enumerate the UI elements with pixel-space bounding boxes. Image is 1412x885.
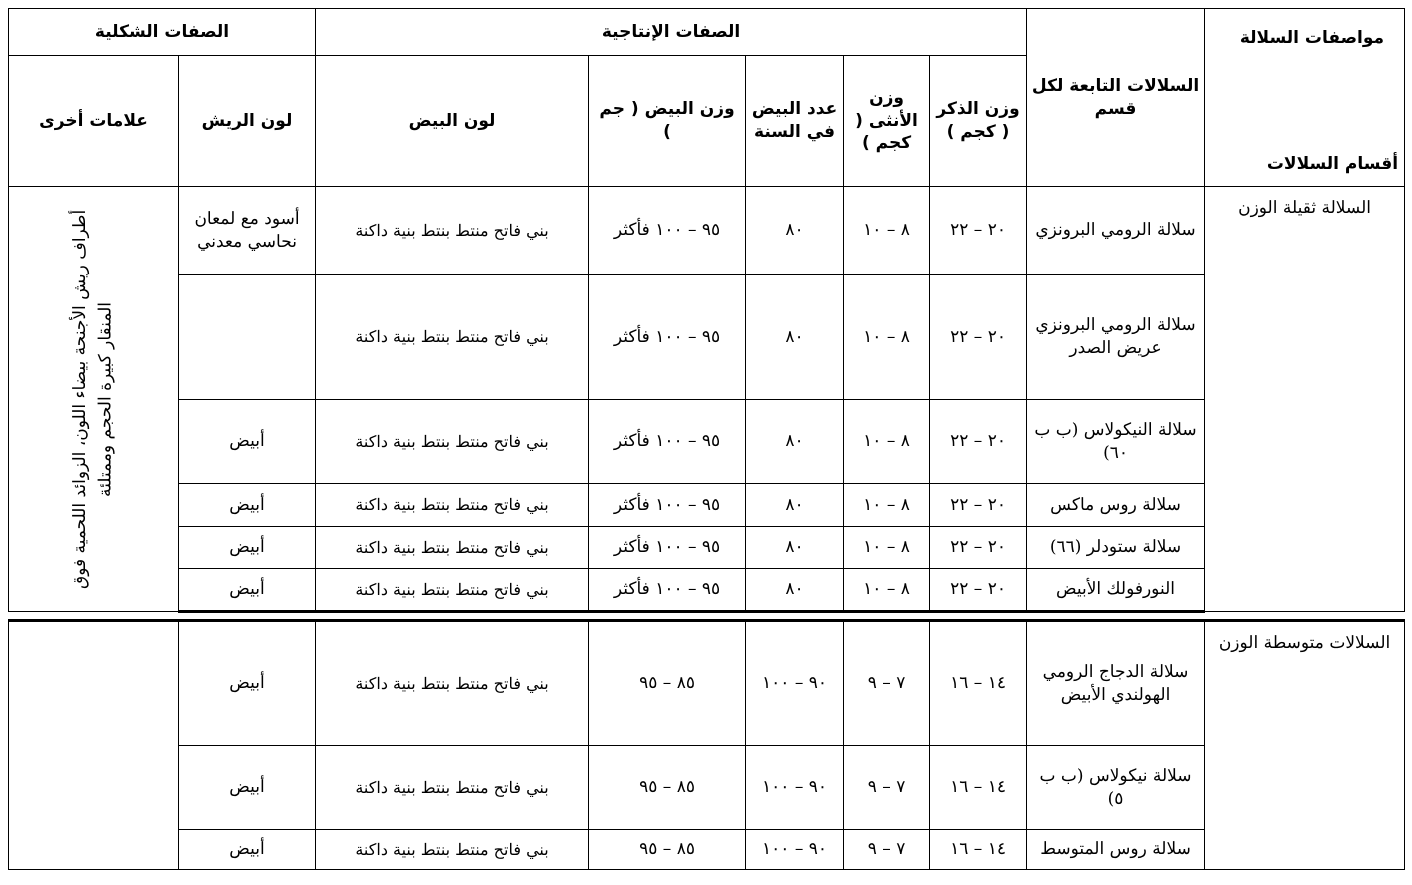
egg-color: بني فاتح منتط بنتط بنية داكنة xyxy=(316,830,589,870)
egg-count: ٩٠ – ١٠٠ xyxy=(746,830,844,870)
breed-name: سلالة الرومي البرونزي عريض الصدر xyxy=(1027,275,1205,400)
egg-count: ٨٠ xyxy=(746,275,844,400)
corner-top-label: مواصفات السلالة xyxy=(1239,28,1385,48)
egg-weight: ٩٥ – ١٠٠ فأكثر xyxy=(589,484,746,527)
turkey-breeds-table xyxy=(8,8,1405,870)
corner-bottom-label: أقسام السلالات xyxy=(1266,154,1399,175)
feather-color xyxy=(179,275,316,400)
section-divider xyxy=(9,612,1405,621)
feather-color: أبيض xyxy=(179,569,316,612)
male-weight: ٢٠ – ٢٢ xyxy=(930,484,1027,527)
female-weight-header: وزن الأنثى ( كجم ) xyxy=(844,56,930,187)
breed-name: سلالة الرومي البرونزي xyxy=(1027,187,1205,275)
breed-name: سلالة نيكولاس (ب ب ٥) xyxy=(1027,746,1205,830)
male-weight: ١٤ – ١٦ xyxy=(930,830,1027,870)
egg-count: ٨٠ xyxy=(746,569,844,612)
category-heavy: السلالة ثقيلة الوزن xyxy=(1205,187,1405,612)
female-weight: ٨ – ١٠ xyxy=(844,484,930,527)
female-weight: ٧ – ٩ xyxy=(844,621,930,746)
egg-count: ٨٠ xyxy=(746,400,844,484)
divider-cell xyxy=(9,612,1405,621)
production-traits-header: الصفات الإنتاجية xyxy=(316,9,1027,56)
other-marks-medium xyxy=(9,621,179,870)
male-weight: ١٤ – ١٦ xyxy=(930,621,1027,746)
feather-color: أبيض xyxy=(179,527,316,569)
egg-color: بني فاتح منتط بنتط بنية داكنة xyxy=(316,484,589,527)
egg-color: بني فاتح منتط بنتط بنية داكنة xyxy=(316,746,589,830)
table-row xyxy=(9,187,1405,275)
breeds-column-header: السلالات التابعة لكل قسم xyxy=(1027,9,1205,187)
category-medium: السلالات متوسطة الوزن xyxy=(1205,621,1405,870)
egg-color: بني فاتح منتط بنتط بنية داكنة xyxy=(316,527,589,569)
egg-weight: ٩٥ – ١٠٠ فأكثر xyxy=(589,527,746,569)
breed-name: النورفولك الأبيض xyxy=(1027,569,1205,612)
feather-color: أبيض xyxy=(179,621,316,746)
egg-weight: ٨٥ – ٩٥ xyxy=(589,621,746,746)
egg-weight: ٩٥ – ١٠٠ فأكثر xyxy=(589,187,746,275)
feather-color: أبيض xyxy=(179,484,316,527)
egg-count: ٩٠ – ١٠٠ xyxy=(746,621,844,746)
feather-color: أبيض xyxy=(179,830,316,870)
breed-name: سلالة الدجاج الرومي الهولندي الأبيض xyxy=(1027,621,1205,746)
feather-color: أسود مع لمعان نحاسي معدني xyxy=(179,187,316,275)
egg-weight: ٨٥ – ٩٥ xyxy=(589,746,746,830)
table-row xyxy=(9,527,1405,569)
egg-count-header: عدد البيض في السنة xyxy=(746,56,844,187)
table-row xyxy=(9,275,1405,400)
egg-count: ٩٠ – ١٠٠ xyxy=(746,746,844,830)
corner-header xyxy=(1205,9,1405,187)
egg-count: ٨٠ xyxy=(746,484,844,527)
table-row xyxy=(9,569,1405,612)
feather-color-header: لون الريش xyxy=(179,56,316,187)
female-weight: ٨ – ١٠ xyxy=(844,187,930,275)
egg-count: ٨٠ xyxy=(746,187,844,275)
feather-color: أبيض xyxy=(179,746,316,830)
egg-color: بني فاتح منتط بنتط بنية داكنة xyxy=(316,569,589,612)
egg-weight-header: وزن البيض ( جم ) xyxy=(589,56,746,187)
other-marks-header: علامات أخرى xyxy=(9,56,179,187)
female-weight: ٨ – ١٠ xyxy=(844,275,930,400)
table-row xyxy=(9,746,1405,830)
male-weight: ٢٠ – ٢٢ xyxy=(930,275,1027,400)
egg-weight: ٩٥ – ١٠٠ فأكثر xyxy=(589,569,746,612)
other-marks-text: أطراف ريش الأجنحة بيضاء اللون، الزوائد اللحمية فوق المنقار كبيرة الحجم وممتلئة xyxy=(70,209,116,589)
female-weight: ٧ – ٩ xyxy=(844,830,930,870)
egg-color-header: لون البيض xyxy=(316,56,589,187)
feather-color: أبيض xyxy=(179,400,316,484)
other-marks-heavy xyxy=(9,187,179,612)
male-weight-header: وزن الذكر ( كجم ) xyxy=(930,56,1027,187)
table-row xyxy=(9,830,1405,870)
egg-color: بني فاتح منتط بنتط بنية داكنة xyxy=(316,187,589,275)
breed-name: سلالة روس المتوسط xyxy=(1027,830,1205,870)
female-weight: ٨ – ١٠ xyxy=(844,400,930,484)
egg-count: ٨٠ xyxy=(746,527,844,569)
physical-traits-header: الصفات الشكلية xyxy=(9,9,316,56)
egg-weight: ٨٥ – ٩٥ xyxy=(589,830,746,870)
breed-name: سلالة روس ماكس xyxy=(1027,484,1205,527)
table-row xyxy=(9,621,1405,746)
egg-weight: ٩٥ – ١٠٠ فأكثر xyxy=(589,400,746,484)
breeds-table-sheet xyxy=(8,8,1404,880)
breed-name: سلالة ستودلر (٦٦) xyxy=(1027,527,1205,569)
female-weight: ٨ – ١٠ xyxy=(844,527,930,569)
male-weight: ٢٠ – ٢٢ xyxy=(930,569,1027,612)
egg-weight: ٩٥ – ١٠٠ فأكثر xyxy=(589,275,746,400)
male-weight: ١٤ – ١٦ xyxy=(930,746,1027,830)
table-row xyxy=(9,484,1405,527)
egg-color: بني فاتح منتط بنتط بنية داكنة xyxy=(316,400,589,484)
table-row xyxy=(9,400,1405,484)
female-weight: ٨ – ١٠ xyxy=(844,569,930,612)
male-weight: ٢٠ – ٢٢ xyxy=(930,187,1027,275)
egg-color: بني فاتح منتط بنتط بنية داكنة xyxy=(316,275,589,400)
breed-name: سلالة النيكولاس (ب ب ٦٠) xyxy=(1027,400,1205,484)
male-weight: ٢٠ – ٢٢ xyxy=(930,527,1027,569)
egg-color: بني فاتح منتط بنتط بنية داكنة xyxy=(316,621,589,746)
male-weight: ٢٠ – ٢٢ xyxy=(930,400,1027,484)
female-weight: ٧ – ٩ xyxy=(844,746,930,830)
